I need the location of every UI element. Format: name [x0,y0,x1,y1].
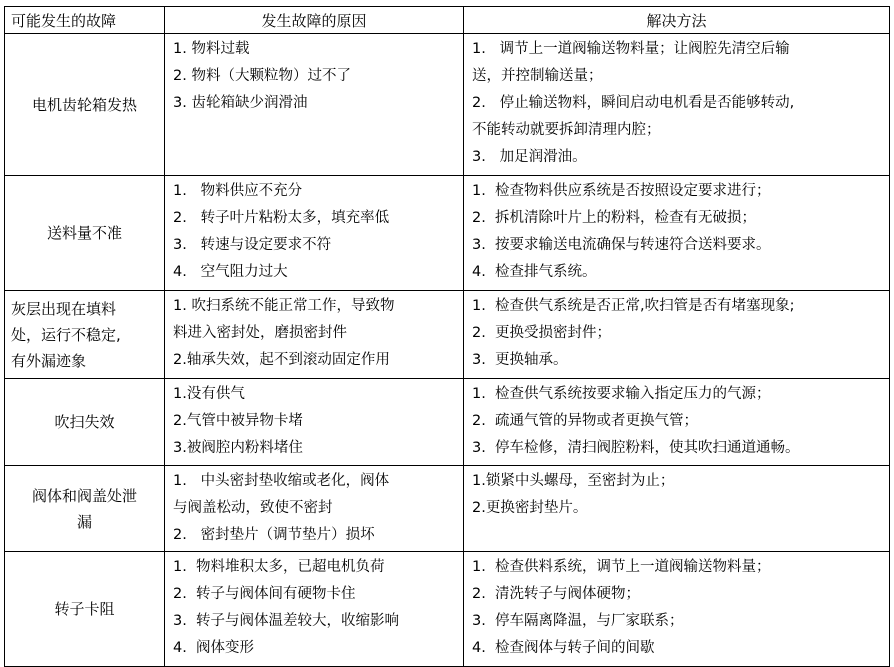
cause-line: 3. 转速与设定要求不符 [173,237,332,253]
fault-cell [5,466,165,552]
header-row [5,7,890,34]
solution-line: 1. 检查供气系统是否正常,吹扫管是否有堵塞现象; [472,298,795,314]
cause-line: 3.被阀腔内粉料堵住 [173,440,303,456]
cause-line: 4. 阀体变形 [173,640,255,656]
cause-cell [165,552,464,667]
fault-cell [5,291,165,379]
header-solution: 解决方法 [464,7,890,34]
solution-line: 1. 检查物料供应系统是否按照设定要求进行； [472,183,771,199]
cause-cell [165,291,464,379]
table-row [5,34,890,176]
fault-cell [5,379,165,466]
cause-line: 1.没有供气 [173,386,245,402]
fault-cell [5,176,165,291]
solution-cell [464,466,890,552]
cause-line: 2. 物料（大颗粒物）过不了 [173,68,351,84]
table-row [5,291,890,379]
solution-cell [464,176,890,291]
solution-line: 3. 停车隔离降温，与厂家联系； [472,613,684,629]
solution-line: 3. 加足润滑油。 [472,149,587,165]
cause-line: 3. 齿轮箱缺少润滑油 [173,95,308,111]
cause-line: 2.气管中被异物卡堵 [173,413,303,429]
cause-line: 与阀盖松动，致使不密封 [173,500,333,516]
solution-line: 4. 检查排气系统。 [472,264,597,280]
solution-line: 3. 更换轴承。 [472,352,568,368]
solution-cell [464,379,890,466]
solution-line: 3. 停车检修，清扫阀腔粉料，使其吹扫通道通畅。 [472,440,800,456]
fault-line: 灰层出现在填料 [11,299,117,318]
cause-cell [165,176,464,291]
cause-cell [165,466,464,552]
fault-line: 有外漏迹象 [11,351,87,370]
fault-line: 阀体和阀盖处泄 [31,486,137,505]
cause-line: 2. 转子叶片粘粉太多，填充率低 [173,210,390,226]
fault-line: 处，运行不稳定, [11,325,121,344]
table-row [5,466,890,552]
fault-cell [5,552,165,667]
cause-line: 2. 转子与阀体间有硬物卡住 [173,586,356,602]
cause-cell [165,34,464,176]
fault-line: 转子卡阻 [54,600,115,618]
solution-line: 1. 检查供料系统，调节上一道阀输送物料量； [472,559,771,575]
cause-cell [165,379,464,466]
solution-cell [464,34,890,176]
cause-line: 4. 空气阻力过大 [173,264,288,280]
cause-line: 1. 物料堆积太多，已超电机负荷 [173,559,385,575]
cause-line: 2.轴承失效，起不到滚动固定作用 [173,352,390,368]
solution-line: 1.锁紧中头螺母，至密封为止； [472,473,675,489]
solution-cell [464,552,890,667]
solution-line: 3. 按要求输送电流确保与转速符合送料要求。 [472,237,771,253]
solution-line: 2. 清洗转子与阀体硬物； [472,586,641,602]
table-row [5,552,890,667]
solution-line: 2.更换密封垫片。 [472,500,588,516]
cause-line: 2. 密封垫片（调节垫片）损坏 [173,527,375,543]
fault-cell [5,34,165,176]
cause-line: 1. 中头密封垫收缩或老化，阀体 [173,473,390,489]
solution-line: 2. 停止输送物料，瞬间启动电机看是否能够转动, [472,95,795,111]
solution-cell [464,291,890,379]
cause-line: 1. 物料供应不充分 [173,183,303,199]
solution-line: 2. 更换受损密封件； [472,325,612,341]
fault-line: 送料量不准 [46,224,122,242]
cause-line: 1. 物料过载 [173,41,250,57]
cause-line: 料进入密封处，磨损密封件 [173,325,347,341]
solution-line: 不能转动就要拆卸清理内腔； [472,122,661,138]
fault-line: 漏 [76,512,92,531]
header-cause: 发生故障的原因 [165,7,464,34]
solution-line: 送，并控制输送量； [472,68,603,84]
header-fault: 可能发生的故障 [5,7,165,34]
cause-line: 3. 转子与阀体温差较大，收缩影响 [173,613,400,629]
cause-line: 1. 吹扫系统不能正常工作，导致物 [173,298,395,314]
solution-line: 1. 调节上一道阀输送物料量；让阀腔先清空后输 [472,41,790,57]
fault-line: 吹扫失效 [54,413,115,431]
fault-line: 电机齿轮箱发热 [31,95,137,114]
solution-line: 1. 检查供气系统按要求输入指定压力的气源； [472,386,771,402]
table-row [5,379,890,466]
solution-line: 2. 疏通气管的异物或者更换气管； [472,413,699,429]
table-row [5,176,890,291]
solution-line: 2. 拆机清除叶片上的粉料，检查有无破损； [472,210,757,226]
fault-table [4,6,890,667]
solution-line: 4. 检查阀体与转子间的间歇 [472,640,655,656]
